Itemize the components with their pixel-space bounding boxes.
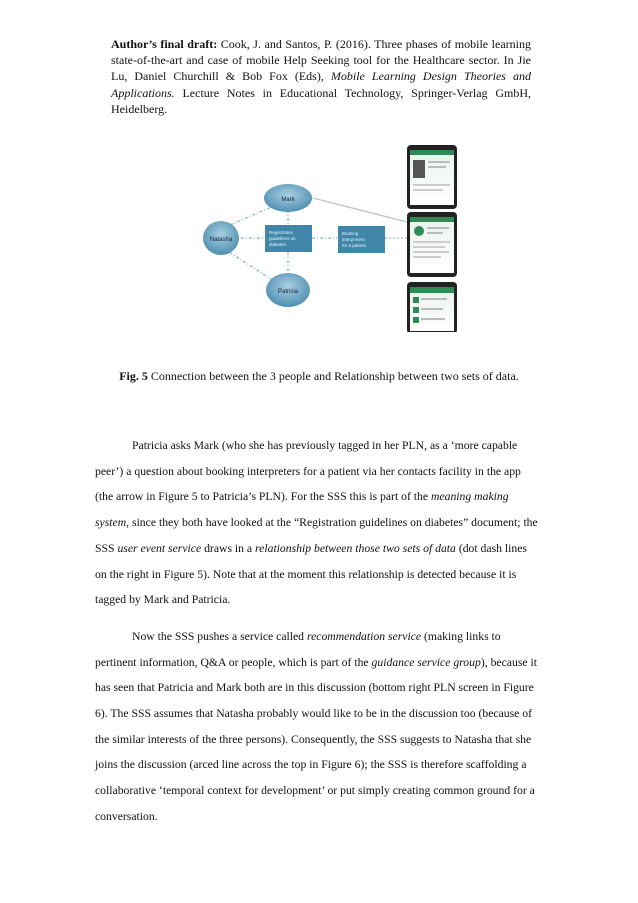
node-natasha-label: Natasha xyxy=(209,237,233,243)
node-patricia-label: Patricia xyxy=(277,289,299,295)
p1-italic-meaning-making: meaning making system xyxy=(95,490,509,530)
p1-text-e: draws in a xyxy=(201,541,256,555)
citation-text: Cook, J. and Santos, P. (2016). Three phases of mobile learning state-of-the-art and case of mobile Help Seeking tool for the Healthcare sector. In Jie Lu, Daniel Churchill & Bob Fox (Eds), xyxy=(111,37,531,84)
booking-line-2: interpreters xyxy=(342,237,365,242)
p1-text-a: Patricia asks Mark (who she has previously tagged in her PLN, as a ‘more capable peer’) a question about booking interpreters for a patient via her contacts facility in the app (the arrow in Figure 5 to Patricia’s PLN). For the SSS this is part of the xyxy=(95,439,521,504)
document-line-2: guidelines on xyxy=(269,236,296,241)
document-line-1: Registration xyxy=(269,230,294,235)
p1-text-c: , since they both have looked at the “Registration guidelines on diabetes” document; the SSS xyxy=(95,516,538,555)
p2-italic-guidance: guidance service group xyxy=(371,655,481,669)
book-title: Mobile Learning Design Theories and Applications. xyxy=(111,69,531,100)
caption-text: Connection between the 3 people and Relationship between two sets of data. xyxy=(147,369,519,383)
figure-diagram xyxy=(195,142,475,332)
p2-text-c: (making links to pertinent information, Q&A or people, which is part of the xyxy=(95,629,501,669)
body-text xyxy=(95,433,541,830)
booking-line-3: for a patient xyxy=(342,243,366,248)
figure-caption xyxy=(0,369,638,384)
p2-text-a: Now the SSS pushes a service called xyxy=(132,629,307,643)
node-mark-label: Mark xyxy=(281,197,295,203)
p2-text-e: ), because it has seen that Patricia and Mark both are in this discussion (bottom right PLN screen in Figure 6). The SSS assumes that Natasha probably would like to be in the discussion too (because of the similar interests of the three persons). Consequently, the SSS suggests to Natasha that she joins the discussion (arced line across the top in Figure 6); the SSS is therefore scaffolding a collaborative ‘temporal context for development’ or put simply creating common ground for a conversation. xyxy=(95,655,537,823)
p1-italic-relationship: relationship between those two sets of data xyxy=(255,541,456,555)
paragraph-2 xyxy=(95,624,541,830)
p2-italic-recommendation: recommendation service xyxy=(306,629,422,643)
paragraph-1 xyxy=(95,433,541,613)
citation-publisher: Lecture Notes in Educational Technology, Springer-Verlag GmbH, Heidelberg. xyxy=(111,85,531,116)
figure-5 xyxy=(195,142,475,332)
phone-screen-top xyxy=(407,145,457,209)
caption-label: Fig. 5 xyxy=(119,369,148,383)
citation-header xyxy=(111,36,531,117)
arced-line xyxy=(313,198,407,222)
p1-italic-user-event: user event service xyxy=(117,541,202,555)
p1-text-g: (dot dash lines on the right in Figure 5). Note that at the moment this relationship is detected because it is tagged by Mark and Patricia. xyxy=(95,541,527,607)
phone-screen-bottom xyxy=(407,282,457,332)
document-line-3: diabetes xyxy=(269,242,287,247)
booking-line-1: Booking xyxy=(342,231,359,236)
phone-screen-middle xyxy=(407,212,457,277)
citation-label: Author’s final draft: xyxy=(111,37,218,51)
